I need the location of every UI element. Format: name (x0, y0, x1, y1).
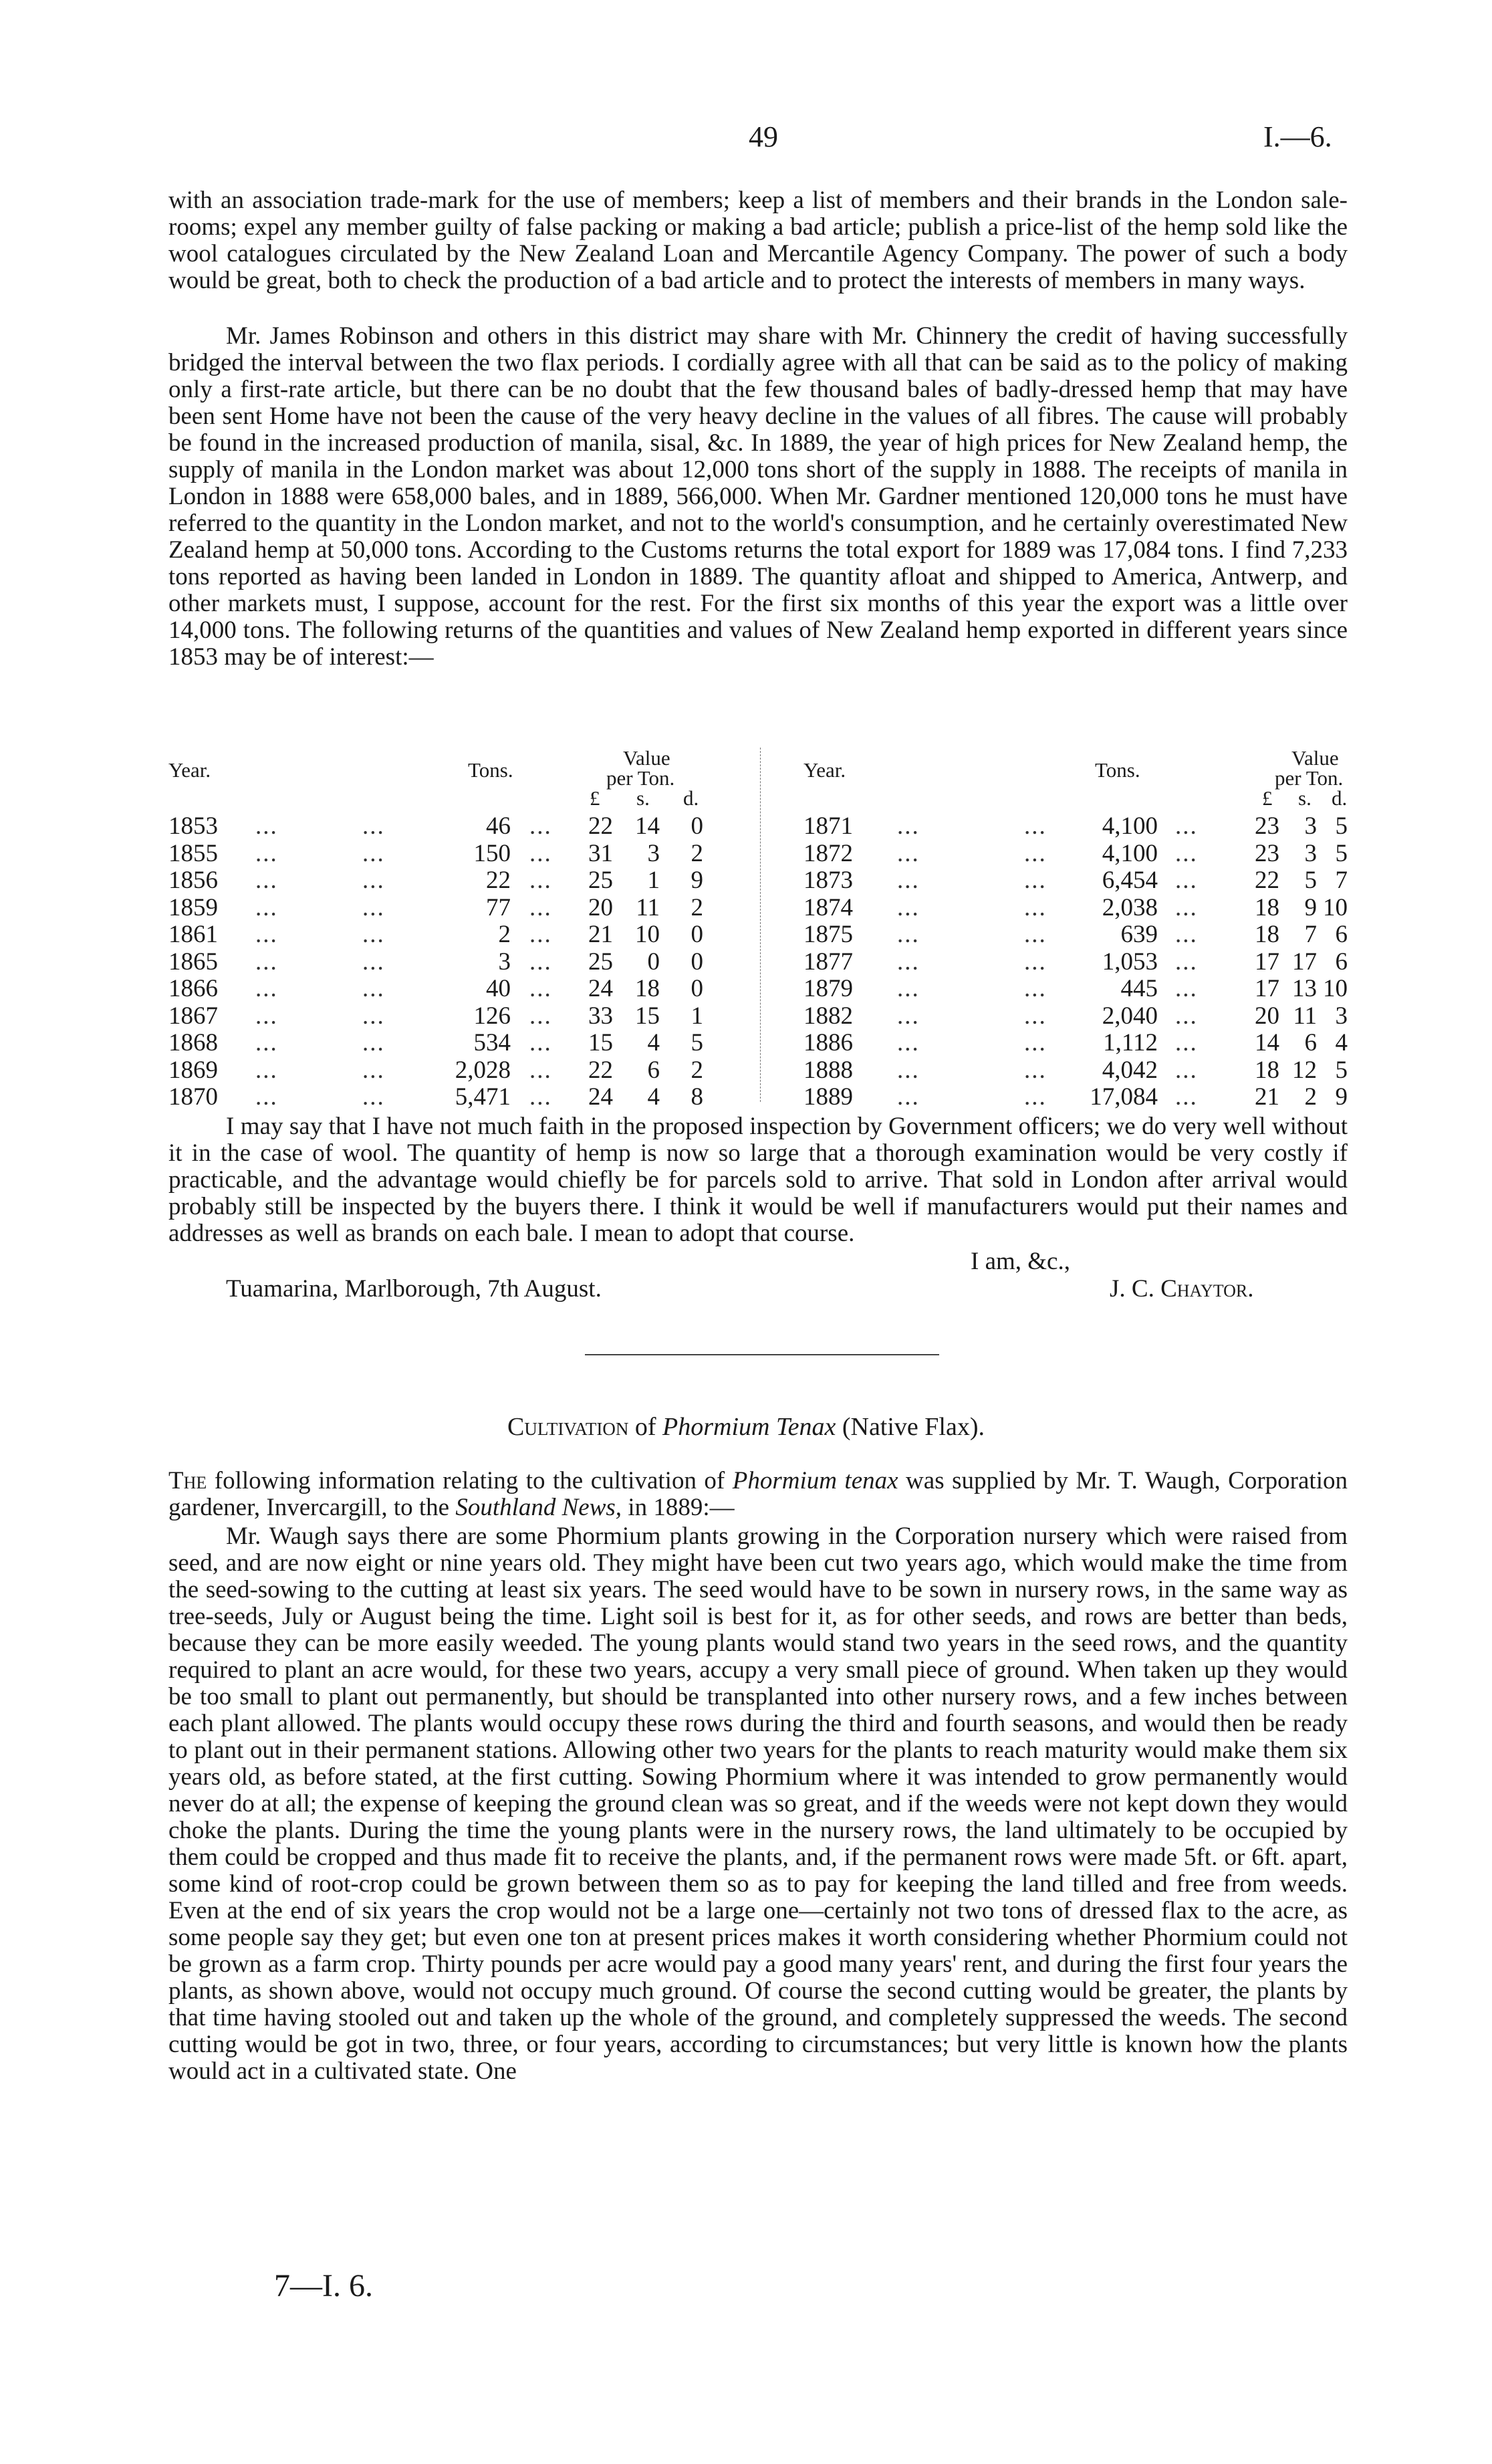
cell-tons: 4,100 (1102, 812, 1158, 840)
cell-year: 1888 (803, 1056, 853, 1084)
cell-pounds: 24 (588, 975, 613, 1002)
cell-pence: 9 (1335, 1083, 1348, 1111)
intro-the: The (168, 1467, 207, 1494)
cell-pounds: 18 (1255, 1056, 1279, 1084)
cell-pence: 6 (1335, 947, 1348, 976)
leader-dots: ... (1024, 839, 1047, 867)
intro-text-2: was supplied by Mr. T. Waugh, Corporation gardener, Invercargill, to the (168, 1467, 1348, 1521)
table-row (168, 1030, 757, 1056)
cell-shillings: 11 (636, 893, 660, 921)
cell-pounds: 20 (1255, 1002, 1279, 1030)
title-cultivation: Cultivation (507, 1413, 629, 1441)
leader-dots: ... (529, 1002, 552, 1030)
cell-tons: 2,040 (1102, 1002, 1158, 1030)
table-row (803, 976, 1348, 1002)
cell-shillings: 3 (647, 839, 660, 867)
cell-year: 1882 (803, 1002, 853, 1030)
cell-year: 1853 (168, 812, 218, 840)
header-value: Value (1291, 746, 1339, 770)
cell-shillings: 12 (1292, 1056, 1317, 1084)
title-of: of (634, 1413, 656, 1441)
intro-southland-news: Southland News, (455, 1494, 622, 1521)
table-row (168, 895, 757, 921)
table-row (803, 841, 1348, 867)
cell-shillings: 1 (647, 867, 660, 894)
cell-pence: 1 (691, 1002, 703, 1030)
leader-dots: ... (362, 1002, 385, 1030)
cell-tons: 6,454 (1102, 867, 1158, 894)
leader-dots: ... (362, 867, 385, 894)
header-value: Value (623, 746, 670, 770)
leader-dots: ... (1024, 812, 1047, 840)
cell-pence: 8 (691, 1083, 703, 1111)
leader-dots: ... (362, 921, 385, 948)
unit-pence: d. (1332, 786, 1348, 810)
leader-dots: ... (529, 975, 552, 1002)
table-divider (760, 748, 761, 1102)
cell-year: 1867 (168, 1002, 218, 1030)
cell-tons: 17,084 (1090, 1083, 1158, 1111)
cell-year: 1869 (168, 1056, 218, 1084)
unit-shillings: s. (636, 786, 650, 810)
table-row (168, 949, 757, 976)
table-row (168, 921, 757, 948)
header-per-ton: per Ton. (1275, 766, 1344, 790)
cell-shillings: 4 (647, 1083, 660, 1111)
cell-pounds: 21 (1255, 1083, 1279, 1111)
leader-dots: ... (529, 1029, 552, 1056)
table-row (803, 867, 1348, 894)
cell-year: 1870 (168, 1083, 218, 1111)
cell-pence: 10 (1323, 893, 1348, 921)
leader-dots: ... (255, 839, 278, 867)
leader-dots: ... (897, 893, 920, 921)
leader-dots: ... (529, 839, 552, 867)
leader-dots: ... (255, 812, 278, 840)
leader-dots: ... (1175, 867, 1198, 894)
signature: J. C. Chaytor. (1110, 1275, 1254, 1303)
cell-shillings: 14 (635, 812, 660, 840)
leader-dots: ... (1024, 867, 1047, 894)
cell-shillings: 17 (1292, 947, 1317, 976)
leader-dots: ... (1175, 839, 1198, 867)
cell-shillings: 18 (635, 975, 660, 1002)
cell-pence: 3 (1335, 1002, 1348, 1030)
cell-pence: 5 (691, 1029, 703, 1056)
cell-year: 1889 (803, 1083, 853, 1111)
cell-tons: 46 (486, 812, 511, 840)
table-row (803, 949, 1348, 976)
unit-pound: £ (590, 786, 600, 810)
section-divider (585, 1354, 939, 1355)
table-row (803, 1084, 1348, 1111)
table-row (803, 895, 1348, 921)
cell-pounds: 23 (1255, 839, 1279, 867)
leader-dots: ... (897, 1029, 920, 1056)
cell-year: 1859 (168, 893, 218, 921)
leader-dots: ... (897, 1056, 920, 1084)
cell-year: 1866 (168, 975, 218, 1002)
footer-signature-mark: 7—I. 6. (274, 2268, 373, 2304)
cell-tons: 534 (473, 1029, 511, 1056)
paragraph-inspection: I may say that I have not much faith in the proposed inspection by Government officers; we do very well without it in the case of wool. The quantity of hemp is now so large that a thorough examination would be very costly if practicable, and the advantage would chiefly be for parcels sold to arrive. That sold in London after arrival would probably still be inspected by the buyers there. I think it would be well if manufacturers would put their names and addresses as well as brands on each bale. I mean to adopt that course. (168, 1113, 1348, 1247)
leader-dots: ... (362, 1029, 385, 1056)
cell-tons: 1,053 (1102, 947, 1158, 976)
cell-pounds: 17 (1255, 975, 1279, 1002)
cell-tons: 4,042 (1102, 1056, 1158, 1084)
leader-dots: ... (362, 812, 385, 840)
intro-text-1: following information relating to the cultivation of (214, 1467, 725, 1494)
cell-pence: 0 (691, 921, 703, 948)
cell-tons: 22 (486, 867, 511, 894)
cell-pence: 2 (691, 839, 703, 867)
cell-pence: 5 (1335, 1056, 1348, 1084)
cell-pounds: 23 (1255, 812, 1279, 840)
header-year: Year. (803, 758, 846, 782)
leader-dots: ... (362, 1083, 385, 1111)
cell-shillings: 5 (1304, 867, 1317, 894)
cell-pounds: 20 (588, 893, 613, 921)
cell-year: 1855 (168, 839, 218, 867)
cell-pounds: 31 (588, 839, 613, 867)
cell-pounds: 22 (588, 812, 613, 840)
cell-year: 1886 (803, 1029, 853, 1056)
table-row (168, 841, 757, 867)
cell-shillings: 3 (1304, 839, 1317, 867)
leader-dots: ... (255, 1083, 278, 1111)
title-native-flax: (Native Flax). (842, 1413, 985, 1441)
cell-shillings: 15 (635, 1002, 660, 1030)
cell-pence: 5 (1335, 812, 1348, 840)
table-row (803, 921, 1348, 948)
leader-dots: ... (255, 867, 278, 894)
leader-dots: ... (1175, 1083, 1198, 1111)
leader-dots: ... (255, 947, 278, 976)
intro-text-3: in 1889:— (628, 1494, 735, 1521)
cell-shillings: 4 (647, 1029, 660, 1056)
leader-dots: ... (897, 1002, 920, 1030)
title-phormium: Phormium Tenax (662, 1413, 836, 1441)
cell-pounds: 14 (1255, 1029, 1279, 1056)
intro-phormium: Phormium tenax (732, 1467, 898, 1494)
leader-dots: ... (529, 1056, 552, 1084)
cell-shillings: 3 (1304, 812, 1317, 840)
cell-pence: 6 (1335, 921, 1348, 948)
header-tons: Tons. (1095, 758, 1140, 782)
leader-dots: ... (1024, 975, 1047, 1002)
cell-pence: 7 (1335, 867, 1348, 894)
cell-year: 1868 (168, 1029, 218, 1056)
cell-year: 1861 (168, 921, 218, 948)
cell-tons: 445 (1120, 975, 1158, 1002)
cell-shillings: 7 (1304, 921, 1317, 948)
leader-dots: ... (362, 839, 385, 867)
table-row (168, 1084, 757, 1111)
cell-shillings: 0 (647, 947, 660, 976)
unit-pence: d. (683, 786, 699, 810)
leader-dots: ... (1175, 975, 1198, 1002)
paragraph-association: with an association trade-mark for the use of members; keep a list of members and their brands in the London sale-rooms; expel any member guilty of false packing or making a bad article; publish a price-list of the hemp sold like the wool catalogues circulated by the New Zealand Loan and Mercantile Agency Company. The power of such a body would be great, both to check the production of a bad article and to protect the interests of members in many ways. (168, 187, 1348, 294)
cell-tons: 3 (498, 947, 511, 976)
leader-dots: ... (1024, 1029, 1047, 1056)
table-row (803, 813, 1348, 840)
cell-pounds: 18 (1255, 921, 1279, 948)
cell-shillings: 6 (647, 1056, 660, 1084)
cell-pence: 4 (1335, 1029, 1348, 1056)
leader-dots: ... (1175, 921, 1198, 948)
cell-shillings: 10 (635, 921, 660, 948)
cell-pounds: 25 (588, 947, 613, 976)
paragraph-decline: Mr. James Robinson and others in this district may share with Mr. Chinnery the credit of having successfully bridged the interval between the two flax periods. I cordially agree with all that can be said as to the policy of making only a first-rate article, but there can be no doubt that the few thousand bales of badly-dressed hemp that may have been sent Home have not been the cause of the very heavy decline in the values of all fibres. The cause will probably be found in the increased production of manila, sisal, &c. In 1889, the year of high prices for New Zealand hemp, the supply of manila in the London market was about 12,000 tons short of the supply in 1888. The receipts of manila in London in 1888 were 658,000 bales, and in 1889, 566,000. When Mr. Gardner mentioned 120,000 tons he must have referred to the quantity in the London market, and not to the world's consumption, and he certainly overestimated New Zealand hemp at 50,000 tons. According to the Customs returns the total export for 1889 was 17,084 tons. I find 7,233 tons reported as having been landed in London in 1889. The quantity afloat and shipped to America, Antwerp, and other markets must, I suppose, account for the rest. For the first six months of this year the export was a little over 14,000 tons. The following returns of the quantities and values of New Zealand hemp exported in different years since 1853 may be of interest:— (168, 322, 1348, 671)
cell-tons: 150 (473, 839, 511, 867)
table-row (168, 813, 757, 840)
leader-dots: ... (362, 947, 385, 976)
cell-tons: 77 (486, 893, 511, 921)
cell-shillings: 6 (1304, 1029, 1317, 1056)
header-year: Year. (168, 758, 211, 782)
unit-shillings: s. (1298, 786, 1312, 810)
table-row (168, 1003, 757, 1030)
leader-dots: ... (897, 975, 920, 1002)
leader-dots: ... (529, 867, 552, 894)
cell-pence: 0 (691, 947, 703, 976)
leader-dots: ... (897, 812, 920, 840)
header-per-ton: per Ton. (606, 766, 675, 790)
cell-pence: 0 (691, 812, 703, 840)
cell-shillings: 11 (1293, 1002, 1317, 1030)
leader-dots: ... (897, 921, 920, 948)
leader-dots: ... (1175, 812, 1198, 840)
cell-pounds: 24 (588, 1083, 613, 1111)
closing-salutation: I am, &c., (971, 1248, 1070, 1275)
leader-dots: ... (255, 893, 278, 921)
cell-year: 1856 (168, 867, 218, 894)
cell-year: 1872 (803, 839, 853, 867)
cell-pounds: 33 (588, 1002, 613, 1030)
leader-dots: ... (1175, 1002, 1198, 1030)
cell-pence: 5 (1335, 839, 1348, 867)
cell-pounds: 22 (1255, 867, 1279, 894)
cell-tons: 639 (1120, 921, 1158, 948)
leader-dots: ... (1024, 1002, 1047, 1030)
table-row (803, 1003, 1348, 1030)
cell-shillings: 2 (1304, 1083, 1317, 1111)
cell-year: 1865 (168, 947, 218, 976)
cell-tons: 2,038 (1102, 893, 1158, 921)
leader-dots: ... (1024, 1056, 1047, 1084)
leader-dots: ... (897, 947, 920, 976)
cell-tons: 2,028 (455, 1056, 511, 1084)
cell-pence: 2 (691, 1056, 703, 1084)
paragraph-waugh: Mr. Waugh says there are some Phormium plants growing in the Corporation nursery which were raised from seed, and are now eight or nine years old. They might have been cut two years ago, which would make the time from the seed-sowing to the cutting at least six years. The seed would have to be sown in nursery rows, in the same way as tree-seeds, July or August being the time. Light soil is best for it, as for other seeds, and rows are better than beds, because they can be more easily weeded. The young plants would stand two years in the seed rows, and the quantity required to plant an acre would, for these two years, accupy a very small piece of ground. When taken up they would be too small to plant out permanently, but should be transplanted into other nursery rows, and a few inches between each plant allowed. The plants would occupy these rows during the third and fourth seasons, and would then be ready to plant out in their permanent stations. Allowing other two years for the plants to reach maturity would make them six years old, as before stated, at the first cutting. Sowing Phormium where it was intended to grow permanently would never do at all; the expense of keeping the ground clean was so great, and if the weeds were not kept down they would choke the plants. During the time the young plants were in the nursery rows, the land ultimately to be occupied by them could be cropped and thus made fit to receive the plants, and, if the permanent rows were made 5ft. or 6ft. apart, some kind of root-crop could be grown between them so as to pay for keeping the land tilled and free from weeds. Even at the end of six years the crop would not be a large one—certainly not two tons of dressed flax to the acre, as some people say they get; but even one ton at present prices makes it worth considering whether Phormium could not be grown as a farm crop. Thirty pounds per acre would pay a good many years' rent, and during the first four years the plants, as shown above, would not occupy much ground. Of course the second cutting would be greater, the plants by that time having stooled out and taken up the whole of the ground, and completely suppressed the weeds. The second cutting would be got in two, three, or four years, according to circumstances; but very little is known how the plants would act in a cultivated state. One (168, 1523, 1348, 2085)
cell-year: 1871 (803, 812, 853, 840)
unit-pound: £ (1262, 786, 1273, 810)
paragraph-intro (168, 1468, 1348, 1521)
leader-dots: ... (255, 921, 278, 948)
cell-tons: 2 (498, 921, 511, 948)
leader-dots: ... (1175, 1056, 1198, 1084)
cell-pounds: 25 (588, 867, 613, 894)
leader-dots: ... (255, 1002, 278, 1030)
leader-dots: ... (255, 1029, 278, 1056)
leader-dots: ... (529, 921, 552, 948)
leader-dots: ... (1024, 893, 1047, 921)
page-number: 49 (749, 120, 778, 153)
leader-dots: ... (1175, 1029, 1198, 1056)
leader-dots: ... (529, 947, 552, 976)
table-row (168, 1057, 757, 1084)
leader-dots: ... (529, 893, 552, 921)
cell-pence: 0 (691, 975, 703, 1002)
cell-tons: 4,100 (1102, 839, 1158, 867)
cell-pounds: 21 (588, 921, 613, 948)
leader-dots: ... (1024, 1083, 1047, 1111)
leader-dots: ... (255, 1056, 278, 1084)
cell-shillings: 13 (1292, 975, 1317, 1002)
leader-dots: ... (362, 893, 385, 921)
cell-year: 1877 (803, 947, 853, 976)
cell-shillings: 9 (1304, 893, 1317, 921)
table-row (168, 867, 757, 894)
leader-dots: ... (1024, 921, 1047, 948)
header-tons: Tons. (468, 758, 513, 782)
table-row (803, 1057, 1348, 1084)
leader-dots: ... (897, 839, 920, 867)
leader-dots: ... (362, 975, 385, 1002)
cell-tons: 40 (486, 975, 511, 1002)
cell-pence: 2 (691, 893, 703, 921)
place-and-date: Tuamarina, Marlborough, 7th August. (226, 1275, 602, 1303)
cell-pounds: 15 (588, 1029, 613, 1056)
cell-pounds: 17 (1255, 947, 1279, 976)
cell-tons: 126 (473, 1002, 511, 1030)
cell-tons: 1,112 (1103, 1029, 1158, 1056)
cell-pounds: 18 (1255, 893, 1279, 921)
cell-year: 1879 (803, 975, 853, 1002)
cell-year: 1873 (803, 867, 853, 894)
leader-dots: ... (1024, 947, 1047, 976)
cell-pounds: 22 (588, 1056, 613, 1084)
leader-dots: ... (897, 1083, 920, 1111)
cell-pence: 9 (691, 867, 703, 894)
leader-dots: ... (529, 812, 552, 840)
leader-dots: ... (1175, 893, 1198, 921)
cell-year: 1874 (803, 893, 853, 921)
table-row (168, 976, 757, 1002)
leader-dots: ... (529, 1083, 552, 1111)
section-title (0, 1412, 1492, 1442)
document-reference: I.—6. (1263, 120, 1332, 153)
leader-dots: ... (897, 867, 920, 894)
leader-dots: ... (362, 1056, 385, 1084)
leader-dots: ... (1175, 947, 1198, 976)
leader-dots: ... (255, 975, 278, 1002)
table-row (803, 1030, 1348, 1056)
cell-tons: 5,471 (455, 1083, 511, 1111)
cell-year: 1875 (803, 921, 853, 948)
cell-pence: 10 (1323, 975, 1348, 1002)
